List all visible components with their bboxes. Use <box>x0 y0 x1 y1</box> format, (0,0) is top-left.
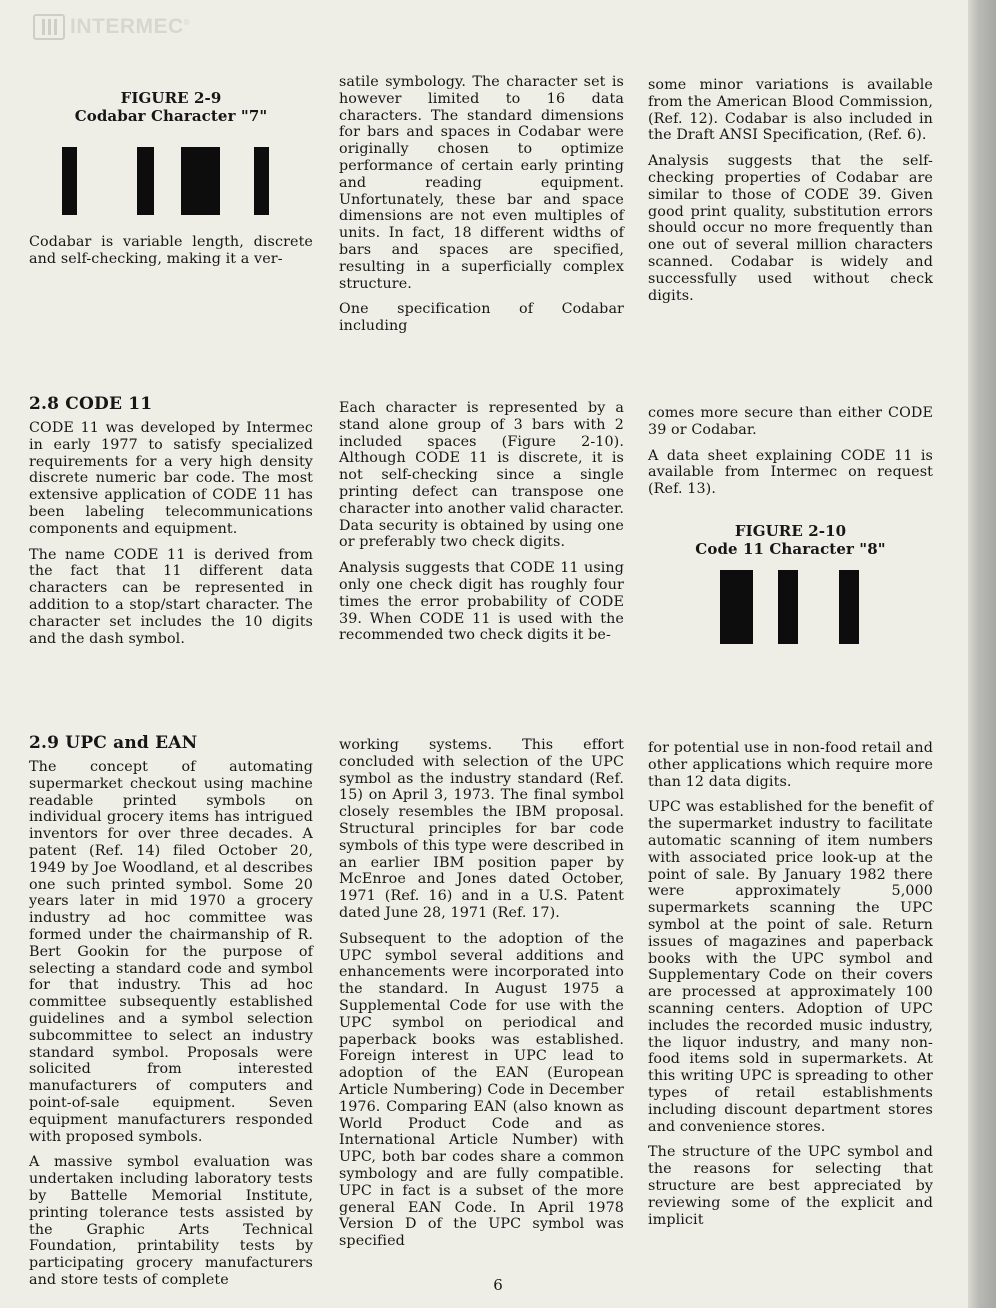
paragraph: satile symbology. The character set is however limited to 16 data characters. The standard dimensions for bars and spaces in Codabar were originally chosen to optimize performance of certain early printing and reading equipment. Unfortunately, these bar and space dimensions are not even multiples of units. In fact, 18 different widths of bars and spaces are specified, resulting in a superficially complex structure. <box>339 74 624 292</box>
paragraph: Analysis suggests that CODE 11 using only one check digit has roughly four times the error probability of CODE 39. When CODE 11 is used with the recommended two check digits it be- <box>339 560 624 644</box>
figure-2-9-caption: Codabar Character "7" <box>74 107 268 125</box>
codabar-7-barcode <box>29 147 313 217</box>
section-2-8-heading: 2.8 CODE 11 <box>29 394 153 414</box>
paragraph: some minor variations is available from the American Blood Commission, (Ref. 12). Codabar is also included in the Draft ANSI Specification, (Ref. 6). <box>648 77 933 144</box>
section-2-8-column-2 <box>339 400 624 644</box>
figure-2-9-block <box>29 89 313 268</box>
paragraph: The name CODE 11 is derived from the fact that 11 different data characters can be represented in addition to a stop/start character. The character set includes the 10 digits and the dash symbol. <box>29 546 313 647</box>
paragraph: Analysis suggests that the self-checking properties of Codabar are similar to those of CODE 39. Given good print quality, substitution errors should occur no more frequently than one out of several million characters scanned. Codabar is widely and successfully used without check digits. <box>648 153 933 304</box>
barcode-bar <box>778 570 798 644</box>
paragraph: The structure of the UPC symbol and the reasons for selecting that structure are best appreciated by reviewing some of the explicit and implicit <box>648 1144 933 1228</box>
section-2-9-column-3 <box>648 740 933 1228</box>
barcode-bar <box>720 570 753 644</box>
top-column-3 <box>648 77 933 304</box>
paragraph: Each character is represented by a stand alone group of 3 bars with 2 included spaces (Figure 2-10). Although CODE 11 is discrete, it is not self-checking since a single printing defect can transpose one character into another valid character. Data security is obtained by using one or preferably two check digits. <box>339 400 624 551</box>
paragraph: Subsequent to the adoption of the UPC symbol several additions and enhancements were incorporated into the standard. In August 1975 a Supplemental Code for use with the UPC symbol on periodical and paperback books was established. Foreign interest in UPC lead to adoption of the EAN (European Article Numbering) Code in December 1976. Comparing EAN (also known as World Product Code and as International Article Number) with UPC, both bar codes share a common symbology and are fully compatible. UPC in fact is a subset of the more general EAN Code. In April 1978 Version D of the UPC symbol was specified <box>339 930 624 1250</box>
intermec-logo <box>33 12 190 42</box>
figure-2-9-label: FIGURE 2-9 <box>120 89 222 107</box>
section-2-9-column-1 <box>29 733 313 1289</box>
section-2-9-heading: 2.9 UPC and EAN <box>29 733 198 753</box>
page-number: 6 <box>493 1276 503 1294</box>
code-11-8-barcode <box>648 570 933 646</box>
barcode-bar <box>254 147 269 215</box>
logo-text: INTERMEC <box>70 15 184 38</box>
paragraph: The concept of automating supermarket checkout using machine readable printed symbols on individual grocery items has intrigued inventors for over three decades. A patent (Ref. 14) filed October 20, 1949 by Joe Woodland, et al describes one such printed symbol. Some 20 years later in mid 1970 a grocery industry ad hoc committee was formed under the chairmanship of R. Bert Gookin for the purpose of selecting a standard code and symbol for that industry. This ad hoc committee subsequently established guidelines and a symbol selection subcommittee to select an industry standard symbol. Proposals were solicited from interested manufacturers of computers and point-of-sale equipment. Seven equipment manufacturers responded with proposed symbols. <box>29 759 313 1145</box>
figure-2-10-label: FIGURE 2-10 <box>734 521 847 540</box>
paragraph: working systems. This effort concluded with selection of the UPC symbol as the industry standard (Ref. 15) on April 3, 1973. The final symbol closely resembles the IBM proposal. Structural principles for bar code symbols of this type were described in an earlier IBM position paper by McEnroe and Jones dated October, 1971 (Ref. 16) and in a U.S. Patent dated June 28, 1971 (Ref. 17). <box>339 737 624 921</box>
section-2-8-column-1 <box>29 394 313 647</box>
paragraph: A massive symbol evaluation was undertaken including laboratory tests by Battelle Memorial Institute, printing tolerance tests assisted by the Graphic Arts Technical Foundation, printability tests by participating grocery manufacturers and store tests of complete <box>29 1154 313 1288</box>
paragraph: comes more secure than either CODE 39 or Codabar. <box>648 405 933 438</box>
barcode-bar <box>62 147 77 215</box>
page-edge-shadow <box>968 0 996 1308</box>
figure-2-10-caption: Code 11 Character "8" <box>695 539 886 558</box>
barcode-bar <box>181 147 220 215</box>
intermec-logo-mark-icon <box>33 14 65 40</box>
section-2-8-column-3 <box>648 405 933 646</box>
barcode-bar <box>137 147 154 215</box>
top-column-2 <box>339 74 624 335</box>
paragraph: One specification of Codabar including <box>339 301 624 335</box>
paragraph: UPC was established for the benefit of the supermarket industry to facilitate automatic scanning of item numbers with associated price look-up at the point of sale. By January 1982 there were approximately 5,000 supermarkets scanning the UPC symbol at the point of sale. Return issues of magazines and paperback books with the UPC symbol and Supplementary Code on their covers are processed at approximately 100 scanning centers. Adoption of UPC includes the recorded music industry, the liquor industry, and many non-food items sold in supermarkets. At this writing UPC is spreading to other types of retail establishments including discount department stores and convenience stores. <box>648 799 933 1135</box>
section-2-9-column-2 <box>339 737 624 1250</box>
paragraph: A data sheet explaining CODE 11 is available from Intermec on request (Ref. 13). <box>648 447 933 498</box>
barcode-bar <box>839 570 859 644</box>
paragraph: Codabar is variable length, discrete and self-checking, making it a ver- <box>29 234 313 267</box>
logo-registered-mark: ® <box>183 18 191 27</box>
paragraph: CODE 11 was developed by Intermec in early 1977 to satisfy specialized requirements for a very high density discrete numeric bar code. The most extensive application of CODE 11 has been labeling telecommunications components and equipment. <box>29 420 313 537</box>
paragraph: for potential use in non-food retail and other applications which require more than 12 data digits. <box>648 740 933 790</box>
